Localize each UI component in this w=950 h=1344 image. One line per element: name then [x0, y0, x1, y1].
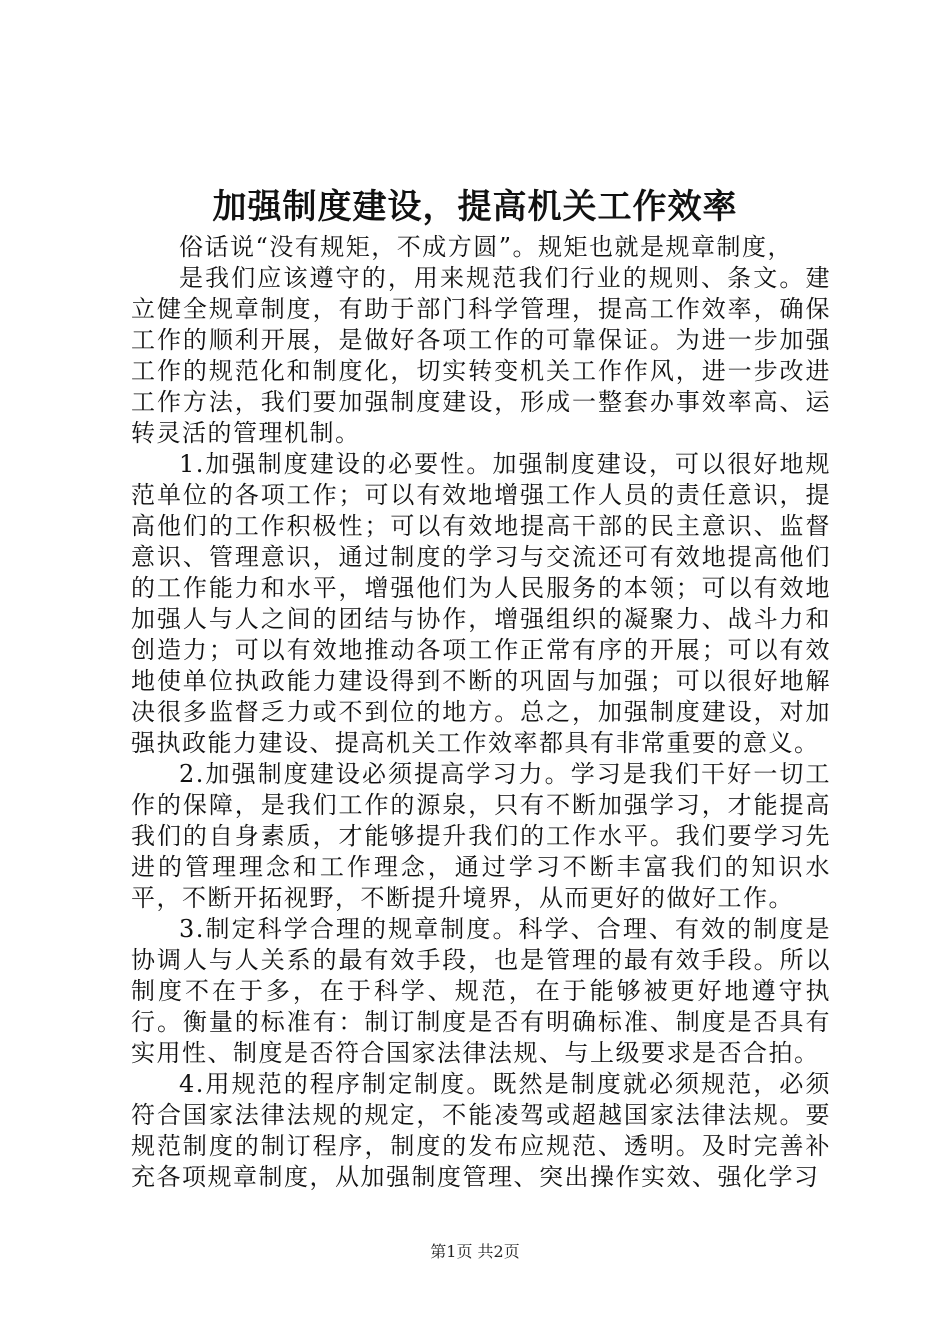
- section-paragraph-3: 3.制定科学合理的规章制度。科学、合理、有效的制度是协调人与人关系的最有效手段，也是管理的最有效手段。所以制度不在于多，在于科学、规范，在于能够被更好地遵守执行。衡量的标准有：制订制度是否有明确标准、制度是否具有实用性、制度是否符合国家法律法规、与上级要求是否合拍。: [131, 915, 831, 1067]
- document-title: 加强制度建设，提高机关工作效率: [212, 187, 738, 227]
- section-paragraph-2: 2.加强制度建设必须提高学习力。学习是我们干好一切工作的保障，是我们工作的源泉，只有不断加强学习，才能提高我们的自身素质，才能够提升我们的工作水平。我们要学习先进的管理理念和工作理念，通过学习不断丰富我们的知识水平，不断开拓视野，不断提升境界，从而更好的做好工作。: [131, 760, 831, 912]
- section-paragraph-4: 4.用规范的程序制定制度。既然是制度就必须规范，必须符合国家法律法规的规定，不能凌驾或超越国家法律法规。要规范制度的制订程序，制度的发布应规范、透明。及时完善补充各项规章制度，从加强制度管理、突出操作实效、强化学习: [131, 1070, 831, 1191]
- intro-paragraph-first-line: 俗话说“没有规矩，不成方圆”。规矩也就是规章制度，: [179, 233, 794, 261]
- intro-paragraph-continuation: 是我们应该遵守的，用来规范我们行业的规则、条文。建立健全规章制度，有助于部门科学管理，提高工作效率，确保工作的顺利开展，是做好各项工作的可靠保证。为进一步加强工作的规范化和制度化，切实转变机关工作作风，进一步改进工作方法，我们要加强制度建设，形成一整套办事效率高、运转灵活的管理机制。: [131, 264, 831, 447]
- section-paragraph-1: 1.加强制度建设的必要性。加强制度建设，可以很好地规范单位的各项工作；可以有效地增强工作人员的责任意识，提高他们的工作积极性；可以有效地提高干部的民主意识、监督意识、管理意识，通过制度的学习与交流还可有效地提高他们的工作能力和水平，增强他们为人民服务的本领；可以有效地加强人与人之间的团结与协作，增强组织的凝聚力、战斗力和创造力；可以有效地推动各项工作正常有序的开展；可以有效地使单位执政能力建设得到不断的巩固与加强；可以很好地解决很多监督乏力或不到位的地方。总之，加强制度建设，对加强执政能力建设、提高机关工作效率都具有非常重要的意义。: [131, 450, 831, 757]
- page-number-footer: 第1页 共2页: [430, 1242, 520, 1261]
- document-body: [131, 232, 831, 1193]
